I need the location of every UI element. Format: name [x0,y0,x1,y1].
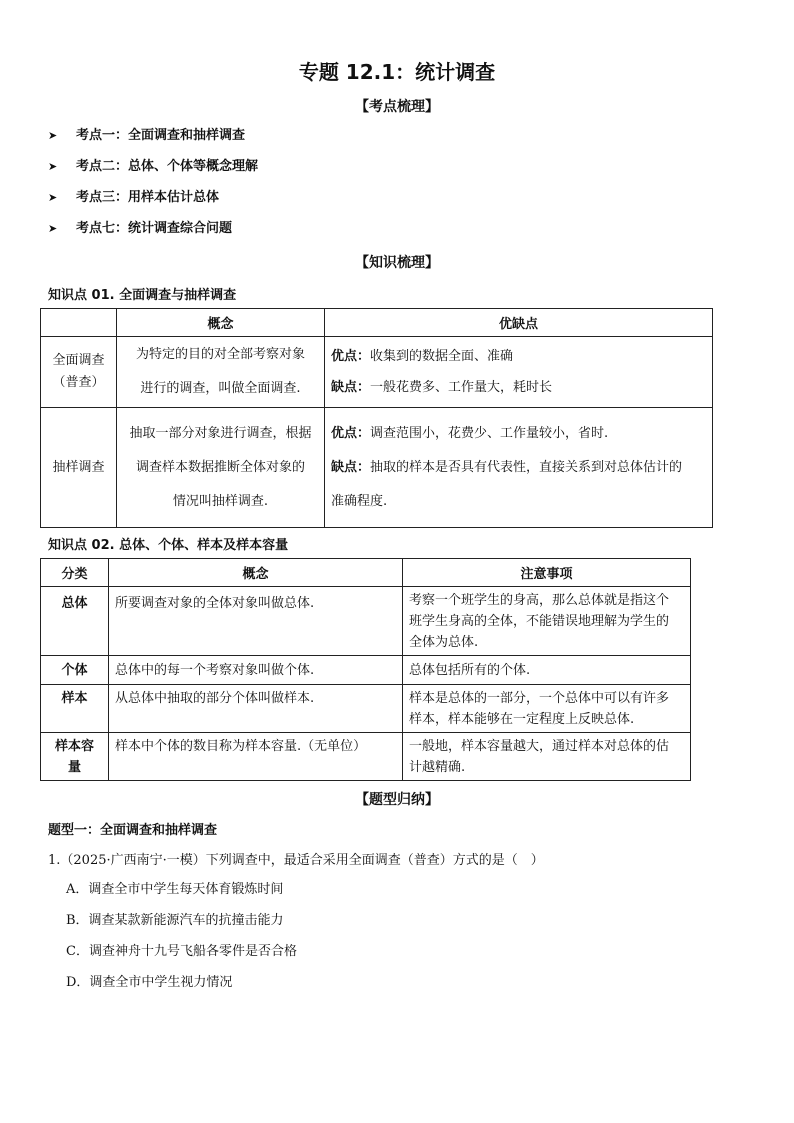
answer-option-a: A．调查全市中学生每天体育锻炼时间 [66,882,284,897]
kaodian-list [48,126,548,250]
note-cell [403,587,691,656]
arrow-bullet-icon: ➤ [48,222,58,235]
note-cell [403,656,691,685]
note-text: 考察一个班学生的身高，那么总体就是指这个 [409,592,670,608]
con-text: 准确程度. [331,493,388,509]
list-item-label: 考点二：总体、个体等概念理解 [76,159,259,174]
table-header-cell: 概念 [117,309,325,337]
note-cell [403,733,691,781]
answer-option-d: D．调查全市中学生视力情况 [66,975,233,990]
table-row [41,733,691,781]
con-line [331,451,706,485]
page-title: 专题 12.1：统计调查 [298,60,496,84]
pro-label: 优点： [331,349,371,364]
knowledge-table-02 [40,558,691,781]
list-item-label: 考点三：用样本估计总体 [76,190,220,205]
concept-cell: 所要调查对象的全体对象叫做总体. [109,587,403,656]
table-row [41,685,691,733]
category-cell: 样本 [41,685,109,733]
concept-cell: 样本中个体的数目称为样本容量.（无单位） [109,733,403,781]
category-text: 样本容 [54,738,94,754]
note-text: 样本，样本能够在一定程度上反映总体. [409,711,635,727]
category-cell: 总体 [41,587,109,656]
answer-options [66,880,297,1004]
table-cell [41,337,117,408]
arrow-bullet-icon: ➤ [48,160,58,173]
section-heading-zhishi: 【知识梳理】 [355,255,439,271]
table-header-cell: 优缺点 [325,309,713,337]
table-header-cell: 分类 [41,559,109,587]
list-item [48,157,548,188]
list-item-label: 考点一：全面调查和抽样调查 [76,128,246,143]
list-item [48,126,548,157]
section-heading-kaodian: 【考点梳理】 [355,99,439,115]
table-cell [325,408,713,528]
answer-option-b: B．调查某款新能源汽车的抗撞击能力 [66,913,284,928]
table-header-row [41,309,713,337]
concept-text: 为特定的目的对全部考察对象 [135,347,305,362]
table-header-cell: 注意事项 [403,559,691,587]
pro-text: 收集到的数据全面、准确 [370,349,514,364]
concept-text: 调查样本数据推断全体对象的 [135,459,305,475]
list-item [48,219,548,250]
category-cell: 个体 [41,656,109,685]
table-row [41,656,691,685]
row-label: 抽样调查 [52,459,105,475]
table-row [41,337,713,408]
category-text: 量 [67,759,81,775]
concept-cell: 从总体中抽取的部分个体叫做样本. [109,685,403,733]
pro-text: 调查范围小，花费少、工作量较小，省时. [370,425,609,441]
pro-line [331,417,706,451]
con-label: 缺点： [331,380,371,395]
pro-line [331,341,706,372]
con-text: 抽取的样本是否具有代表性，直接关系到对总体估计的 [370,459,683,475]
arrow-bullet-icon: ➤ [48,191,58,204]
row-label: 全面调查 [52,353,105,368]
knowledge-table-01 [40,308,713,528]
concept-text: 情况叫抽样调查. [172,493,269,509]
table-row [41,408,713,528]
section-heading-tixing: 【题型归纳】 [355,792,439,808]
con-line [331,372,706,403]
table-cell [325,337,713,408]
con-text: 一般花费多、工作量大，耗时长 [370,380,553,395]
table-row [41,587,691,656]
table-cell [41,408,117,528]
category-cell [41,733,109,781]
table-cell [117,337,325,408]
question-type-label: 题型一：全面调查和抽样调查 [48,823,218,838]
arrow-bullet-icon: ➤ [48,129,58,142]
note-text: 全体为总体. [409,634,479,650]
row-label: （普查） [52,375,105,390]
table-cell [117,408,325,528]
note-text: 一般地，样本容量越大，通过样本对总体的估 [409,738,670,754]
question-stem: 1.（2025·广西南宁·一模）下列调查中，最适合采用全面调查（普查）方式的是（ ） [48,853,544,868]
note-text: 计越精确. [409,759,466,775]
note-text: 班学生身高的全体，不能错误地理解为学生的 [409,613,670,629]
knowledge-point-01-label: 知识点 01. 全面调查与抽样调查 [48,288,237,303]
table-header-row [41,559,691,587]
pro-label: 优点： [331,425,371,441]
list-item-label: 考点七：统计调查综合问题 [76,221,233,236]
answer-option-c: C．调查神舟十九号飞船各零件是否合格 [66,944,297,959]
concept-text: 进行的调查，叫做全面调查. [140,381,301,396]
note-text: 总体包括所有的个体. [409,662,531,678]
knowledge-point-02-label: 知识点 02. 总体、个体、样本及样本容量 [48,538,289,553]
list-item [48,188,548,219]
table-header-cell: 概念 [109,559,403,587]
concept-text: 抽取一部分对象进行调查，根据 [129,425,312,441]
note-cell [403,685,691,733]
concept-cell: 总体中的每一个考察对象叫做个体. [109,656,403,685]
table-header-cell [41,309,117,337]
con-label: 缺点： [331,459,371,475]
note-text: 样本是总体的一部分，一个总体中可以有许多 [409,690,670,706]
